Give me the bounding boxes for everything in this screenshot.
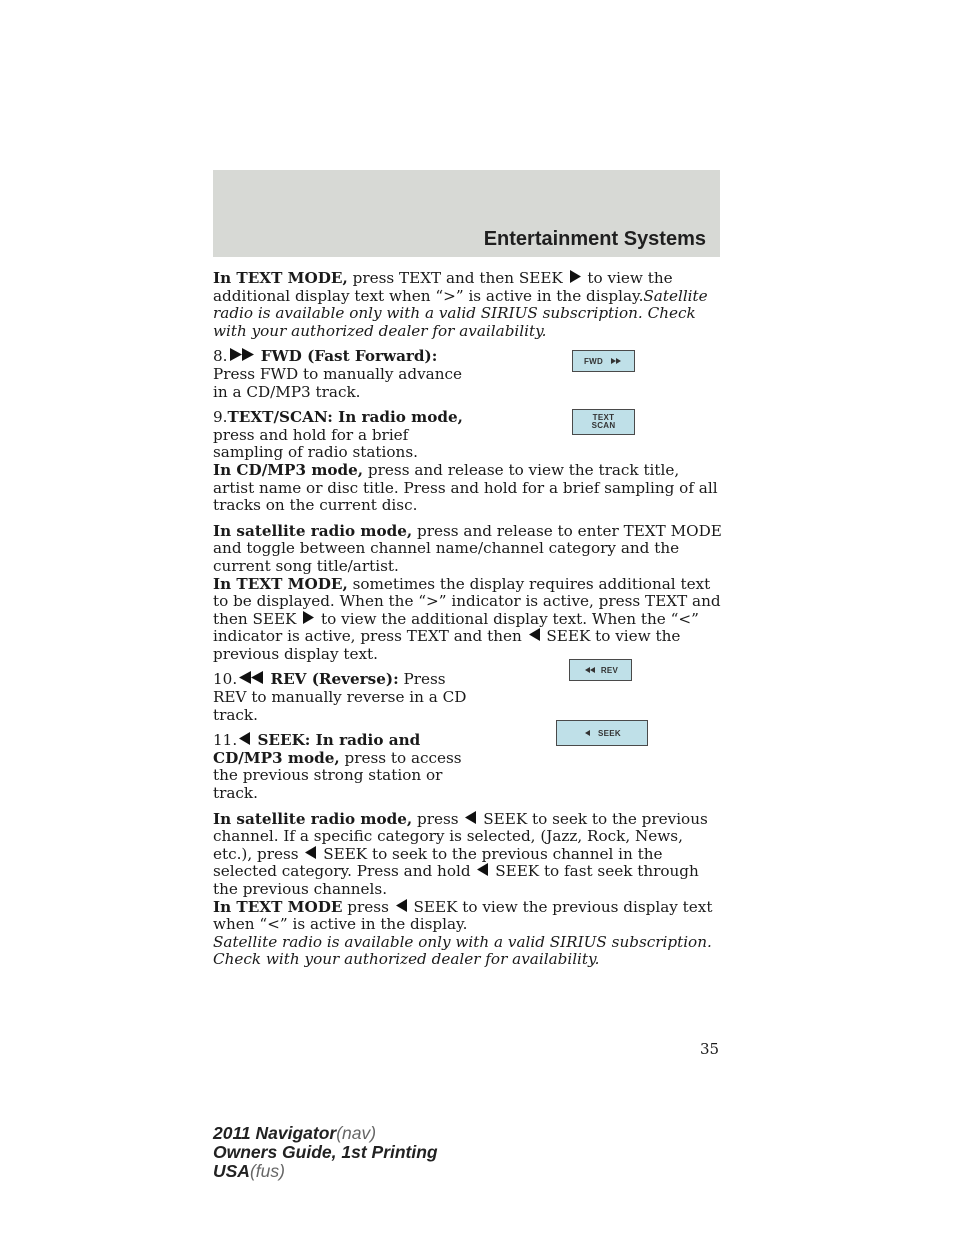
seek-back-icon <box>305 846 316 859</box>
paragraph-text-mode-2: In TEXT MODE, sometimes the display requires additional text to be displayed. When the “>” indicator is active, press TEXT and then SEEK to view the additional display text. When the “<” indicator is active, press TEXT and then SEEK to view the previous display text. <box>213 574 721 663</box>
rev-button-illustration: REV <box>569 659 632 681</box>
section-title: Entertainment Systems <box>483 228 706 250</box>
item-rev: 10. REV (Reverse): Press REV to manually reverse in a CD track. <box>213 670 467 724</box>
paragraph-text-mode: In TEXT MODE, press TEXT and then SEEK to view the additional display text when “>” is active in the display.Satellite radio is available only with a valid SIRIUS subscription. Check with your authorized dealer for availability. <box>213 269 708 340</box>
item-seek: 11. SEEK: In radio and CD/MP3 mode, press to access the previous strong station or track. <box>213 731 462 803</box>
seek-back-icon <box>529 628 540 641</box>
seek-back-icon <box>585 730 590 736</box>
seek-back-icon <box>239 732 250 745</box>
page-number: 35 <box>700 1040 720 1058</box>
text-scan-button-illustration: TEXT SCAN <box>572 409 635 435</box>
seek-back-icon <box>465 811 476 824</box>
fwd-button-illustration: FWD <box>572 350 635 372</box>
reverse-icon <box>585 667 595 673</box>
satellite-note: Satellite radio is available only with a valid SIRIUS subscription. Check with your authorized dealer for availability. <box>213 932 712 969</box>
item-text-scan: 9.TEXT/SCAN: In radio mode, press and hold for a brief sampling of radio stations. <box>213 408 463 462</box>
page-content <box>213 270 723 969</box>
seek-back-icon <box>477 863 488 876</box>
seek-forward-icon <box>303 611 314 624</box>
fast-forward-icon <box>611 358 621 364</box>
paragraph-text-mode-3: In TEXT MODE press SEEK to view the previous display text when “<” is active in the display. <box>213 897 713 934</box>
paragraph-satellite-mode: In satellite radio mode, press and release to enter TEXT MODE and toggle between channel name/channel category and the current song title/artist. <box>213 521 722 575</box>
fast-forward-icon <box>230 348 254 361</box>
seek-forward-icon <box>570 270 581 283</box>
reverse-icon <box>239 671 263 684</box>
section-header <box>213 170 720 257</box>
paragraph-satellite-mode-2: In satellite radio mode, press SEEK to seek to the previous channel. If a specific category is selected, (Jazz, Rock, News, etc.), press SEEK to seek to the previous channel in the selected category. Press and hold SEEK to fast seek through the previous channels. <box>213 809 708 898</box>
item-fwd: 8. FWD (Fast Forward): Press FWD to manually advance in a CD/MP3 track. <box>213 347 462 401</box>
seek-button-illustration: SEEK <box>556 720 648 746</box>
footer-info: 2011 Navigator(nav) Owners Guide, 1st Printing USA(fus) <box>213 1123 438 1181</box>
paragraph-cd-mode: In CD/MP3 mode, press and release to view the track title, artist name or disc title. Press and hold for a brief sampling of all tracks on the current disc. <box>213 460 718 515</box>
seek-back-icon <box>396 899 407 912</box>
